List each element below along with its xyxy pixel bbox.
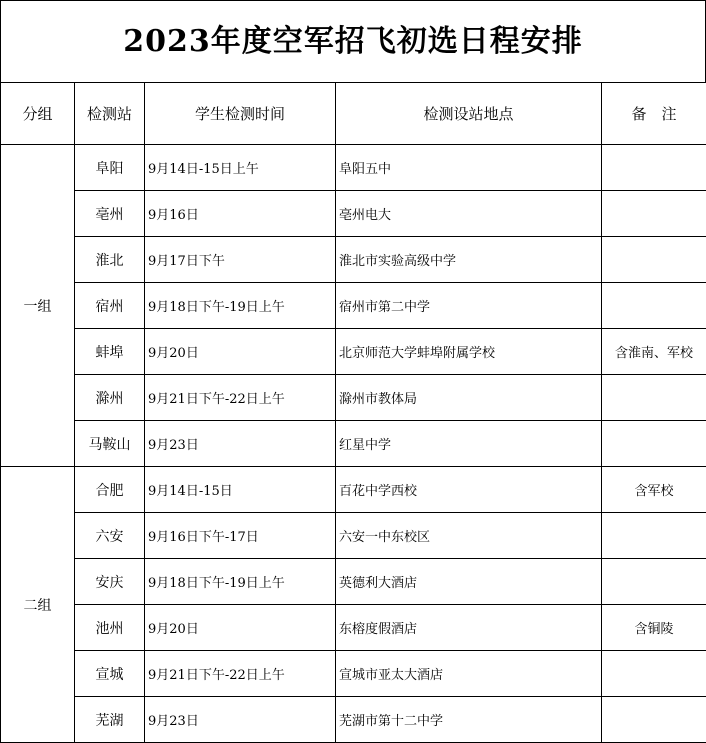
note-cell <box>602 283 706 329</box>
station-cell: 滁州 <box>75 375 145 421</box>
time-cell: 9月23日 <box>145 421 336 467</box>
place-cell: 北京师范大学蚌埠附属学校 <box>336 329 602 375</box>
place-cell: 宿州市第二中学 <box>336 283 602 329</box>
time-cell: 9月20日 <box>145 329 336 375</box>
note-cell <box>602 191 706 237</box>
place-cell: 亳州电大 <box>336 191 602 237</box>
note-cell <box>602 651 706 697</box>
table-row <box>1 651 706 697</box>
table-row <box>1 375 706 421</box>
time-cell: 9月20日 <box>145 605 336 651</box>
header-time: 学生检测时间 <box>145 83 336 145</box>
station-cell: 马鞍山 <box>75 421 145 467</box>
time-cell: 9月18日下午-19日上午 <box>145 283 336 329</box>
note-cell: 含军校 <box>602 467 706 513</box>
note-cell <box>602 145 706 191</box>
page-title: 2023年度空军招飞初选日程安排 <box>0 0 706 82</box>
station-cell: 阜阳 <box>75 145 145 191</box>
place-cell: 英德利大酒店 <box>336 559 602 605</box>
station-cell: 淮北 <box>75 237 145 283</box>
header-row <box>1 83 706 145</box>
header-group: 分组 <box>1 83 75 145</box>
station-cell: 芜湖 <box>75 697 145 743</box>
table-row <box>1 421 706 467</box>
note-cell: 含铜陵 <box>602 605 706 651</box>
table-row <box>1 145 706 191</box>
time-cell: 9月18日下午-19日上午 <box>145 559 336 605</box>
table-row <box>1 237 706 283</box>
schedule-table <box>0 82 706 743</box>
station-cell: 蚌埠 <box>75 329 145 375</box>
station-cell: 宿州 <box>75 283 145 329</box>
time-cell: 9月21日下午-22日上午 <box>145 651 336 697</box>
station-cell: 安庆 <box>75 559 145 605</box>
header-note: 备 注 <box>602 83 706 145</box>
station-cell: 合肥 <box>75 467 145 513</box>
note-cell <box>602 559 706 605</box>
time-cell: 9月14日-15日 <box>145 467 336 513</box>
table-row <box>1 283 706 329</box>
note-cell <box>602 421 706 467</box>
header-place: 检测设站地点 <box>336 83 602 145</box>
place-cell: 红星中学 <box>336 421 602 467</box>
place-cell: 六安一中东校区 <box>336 513 602 559</box>
time-cell: 9月16日下午-17日 <box>145 513 336 559</box>
station-cell: 亳州 <box>75 191 145 237</box>
station-cell: 宣城 <box>75 651 145 697</box>
place-cell: 淮北市实验高级中学 <box>336 237 602 283</box>
station-cell: 池州 <box>75 605 145 651</box>
table-row <box>1 697 706 743</box>
place-cell: 芜湖市第十二中学 <box>336 697 602 743</box>
place-cell: 宣城市亚太大酒店 <box>336 651 602 697</box>
place-cell: 东榕度假酒店 <box>336 605 602 651</box>
table-row <box>1 467 706 513</box>
time-cell: 9月14日-15日上午 <box>145 145 336 191</box>
table-row <box>1 513 706 559</box>
time-cell: 9月16日 <box>145 191 336 237</box>
note-cell <box>602 237 706 283</box>
place-cell: 阜阳五中 <box>336 145 602 191</box>
note-cell <box>602 697 706 743</box>
note-cell <box>602 513 706 559</box>
header-station: 检测站 <box>75 83 145 145</box>
schedule-body <box>1 145 706 743</box>
time-cell: 9月21日下午-22日上午 <box>145 375 336 421</box>
note-cell <box>602 375 706 421</box>
station-cell: 六安 <box>75 513 145 559</box>
table-row <box>1 191 706 237</box>
note-cell: 含淮南、军校 <box>602 329 706 375</box>
group-label: 二组 <box>1 467 75 743</box>
table-row <box>1 559 706 605</box>
time-cell: 9月23日 <box>145 697 336 743</box>
time-cell: 9月17日下午 <box>145 237 336 283</box>
place-cell: 百花中学西校 <box>336 467 602 513</box>
table-row <box>1 605 706 651</box>
place-cell: 滁州市教体局 <box>336 375 602 421</box>
group-label: 一组 <box>1 145 75 467</box>
table-row <box>1 329 706 375</box>
